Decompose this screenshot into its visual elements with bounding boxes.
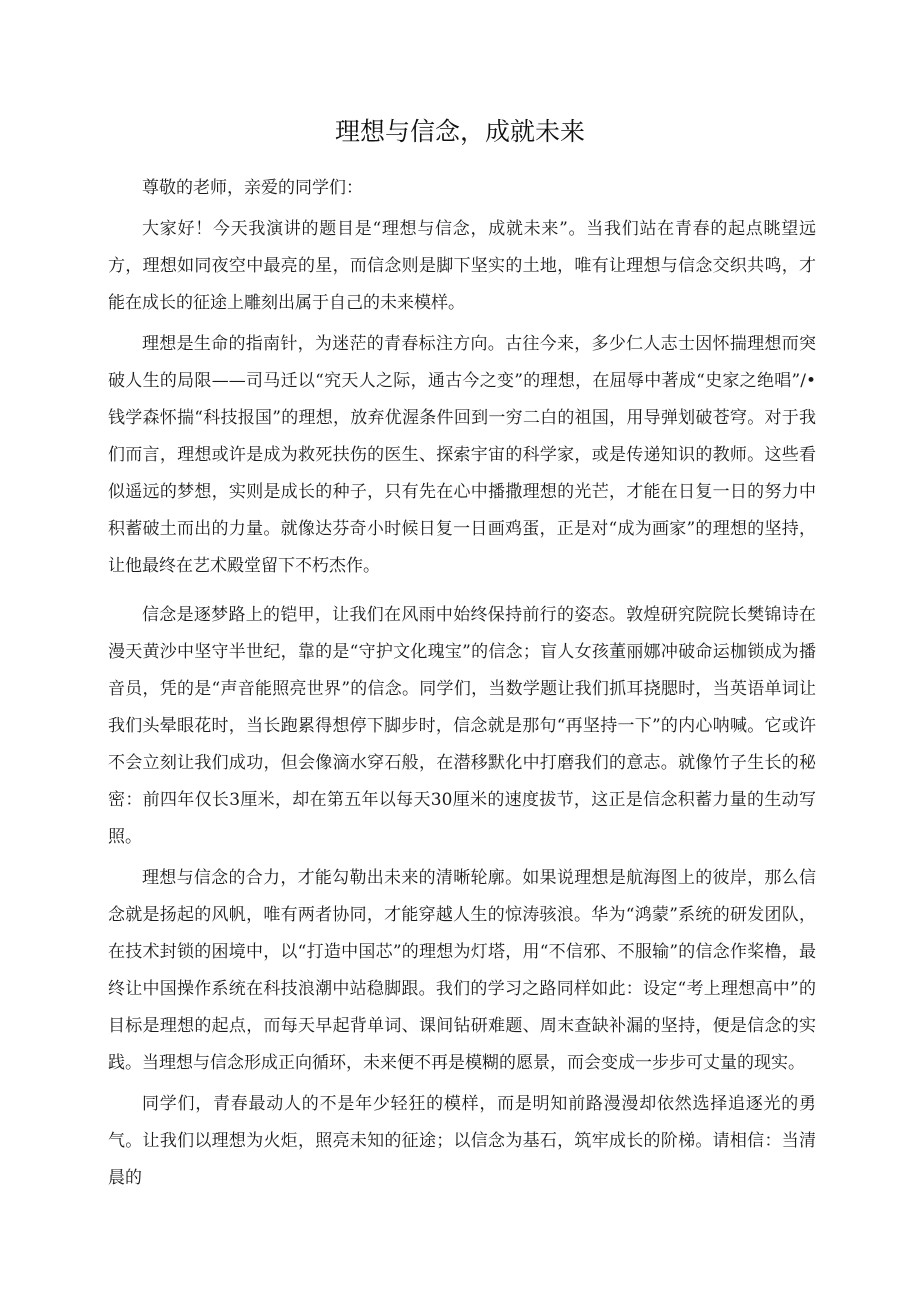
greeting-line: 尊敬的老师，亲爱的同学们： <box>142 178 363 198</box>
paragraph-closing: 同学们，青春最动人的不是年少轻狂的模样，而是明知前路漫漫却依然选择追逐光的勇气。让我们以理想为火炬，照亮未知的征途；以信念为基石，筑牢成长的阶梯。请相信：当清晨的 <box>108 1094 816 1188</box>
paragraph-combined: 理想与信念的合力，才能勾勒出未来的清晰轮廓。如果说理想是航海图上的彼岸，那么信念就是扬起的风帆，唯有两者协同，才能穿越人生的惊涛骇浪。华为“鸿蒙”系统的研发团队，在技术封锁的困境中，以“打造中国芯”的理想为灯塔，用“不信邪、不服输”的信念作桨橹，最终让中国操作系统在科技浪潮中站稳脚跟。我们的学习之路同样如此：设定“考上理想高中”的目标是理想的起点，而每天早起背单词、课间钻研难题、周末查缺补漏的坚持，便是信念的实践。当理想与信念形成正向循环，未来便不再是模糊的愿景，而会变成一步步可丈量的现实。 <box>108 868 816 1073</box>
paragraph-belief: 信念是逐梦路上的铠甲，让我们在风雨中始终保持前行的姿态。敦煌研究院院长樊锦诗在漫天黄沙中坚守半世纪，靠的是“守护文化瑰宝”的信念；盲人女孩董丽娜冲破命运枷锁成为播音员，凭的是“声音能照亮世界”的信念。同学们，当数学题让我们抓耳挠腮时，当英语单词让我们头晕眼花时，当长跑累得想停下脚步时，信念就是那句“再坚持一下”的内心呐喊。它或许不会立刻让我们成功，但会像滴水穿石般，在潜移默化中打磨我们的意志。就像竹子生长的秘密：前四年仅长3厘米，却在第五年以每天30厘米的速度拔节，这正是信念积蓄力量的生动写照。 <box>108 605 816 847</box>
document-title: 理想与信念，成就未来 <box>334 117 585 146</box>
document-body <box>108 170 816 1197</box>
paragraph-ideal: 理想是生命的指南针，为迷茫的青春标注方向。古往今来，多少仁人志士因怀揣理想而突破人生的局限——司马迁以“究天人之际，通古今之变”的理想，在屈辱中著成“史家之绝唱”/•钱学森怀揣“科技报国”的理想，放弃优渥条件回到一穷二白的祖国，用导弹划破苍穹。对于我们而言，理想或许是成为救死扶伤的医生、探索宇宙的科学家，或是传递知识的教师。这些看似遥远的梦想，实则是成长的种子，只有先在心中播撒理想的光芒，才能在日复一日的努力中积蓄破土而出的力量。就像达芬奇小时候日复一日画鸡蛋，正是对“成为画家”的理想的坚持，让他最终在艺术殿堂留下不朽杰作。 <box>108 334 816 576</box>
paragraph-intro: 大家好！今天我演讲的题目是“理想与信念，成就未来”。当我们站在青春的起点眺望远方，理想如同夜空中最亮的星，而信念则是脚下坚实的土地，唯有让理想与信念交织共鸣，才能在成长的征途上雕刻出属于自己的未来模样。 <box>108 219 816 313</box>
